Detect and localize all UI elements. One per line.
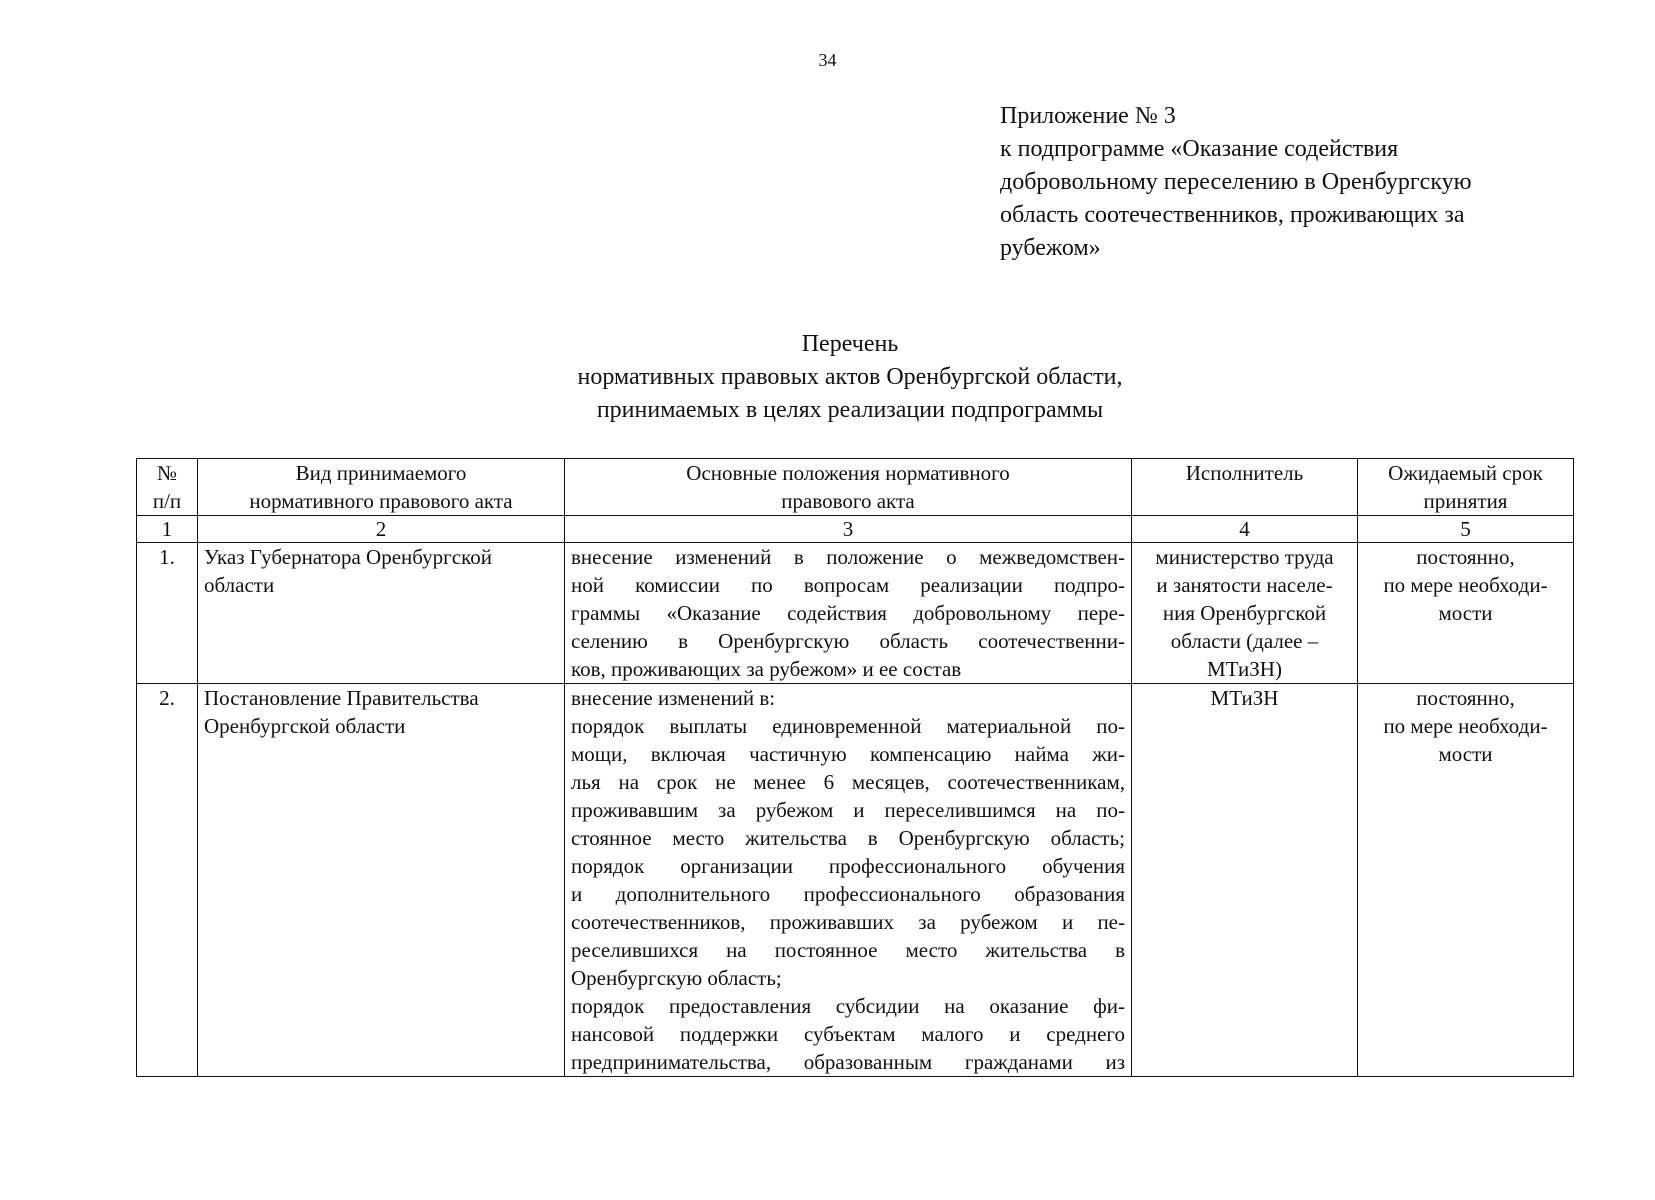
- act-type: Постановление Правительства Оренбургской области: [198, 684, 565, 1077]
- appendix-line: Приложение № 3: [1000, 103, 1176, 129]
- header-act-type: Вид принимаемого нормативного правового акта: [198, 459, 565, 516]
- provisions: внесение изменений в: порядок выплаты единовременной материальной по- мощи, включая частичную компенсацию найма жи- лья на срок не менее 6 месяцев, соотечественникам, проживавшим за рубежом и переселившимся на по- стоянное место жительства в Оренбургскую область; порядок организации профессионального обучения и дополнительного профессионального образования соотечественников, проживавших за рубежом и пе- реселившихся на постоянное место жительства в Оренбургскую область; порядок предоставления субсидии на оказание фи- нансовой поддержки субъектам малого и среднего предпринимательства, образованным гражданами из: [565, 684, 1132, 1077]
- header-deadline: Ожидаемый срок принятия: [1358, 459, 1574, 516]
- column-number-row: [137, 516, 1574, 543]
- executor: МТиЗН: [1132, 684, 1358, 1077]
- page-number: 34: [818, 50, 837, 70]
- act-type: Указ Губернатора Оренбургской области: [198, 543, 565, 684]
- header-provisions: Основные положения нормативного правового акта: [565, 459, 1132, 516]
- appendix-line: рубежом»: [1000, 235, 1101, 261]
- acts-table: [136, 458, 1574, 1077]
- appendix-header: [1000, 100, 1600, 265]
- table-row: [137, 543, 1574, 684]
- appendix-line: добровольному переселению в Оренбургскую: [1000, 169, 1472, 195]
- appendix-line: к подпрограмме «Оказание содействия: [1000, 136, 1399, 162]
- column-number: 3: [565, 516, 1132, 543]
- row-number: 1.: [137, 543, 198, 684]
- provisions: внесение изменений в положение о межведомствен- ной комиссии по вопросам реализации подпро- граммы «Оказание содействия добровольному пере- селению в Оренбургскую область соотечественни- ков, проживающих за рубежом» и ее состав: [565, 543, 1132, 684]
- column-number: 1: [137, 516, 198, 543]
- deadline: постоянно, по мере необходи- мости: [1358, 543, 1574, 684]
- column-number: 5: [1358, 516, 1574, 543]
- title-line: Перечень: [801, 331, 899, 357]
- column-number: 4: [1132, 516, 1358, 543]
- row-number: 2.: [137, 684, 198, 1077]
- header-executor: Исполнитель: [1132, 459, 1358, 516]
- table-header-row: [137, 459, 1574, 516]
- appendix-line: область соотечественников, проживающих за: [1000, 202, 1465, 228]
- table-row: [137, 684, 1574, 1077]
- document-title: [0, 328, 1655, 427]
- title-line: нормативных правовых актов Оренбургской области,: [577, 364, 1123, 390]
- deadline: постоянно, по мере необходи- мости: [1358, 684, 1574, 1077]
- column-number: 2: [198, 516, 565, 543]
- title-line: принимаемых в целях реализации подпрограммы: [596, 397, 1104, 423]
- executor: министерство труда и занятости населе- ния Оренбургской области (далее – МТиЗН): [1132, 543, 1358, 684]
- header-num: № п/п: [137, 459, 198, 516]
